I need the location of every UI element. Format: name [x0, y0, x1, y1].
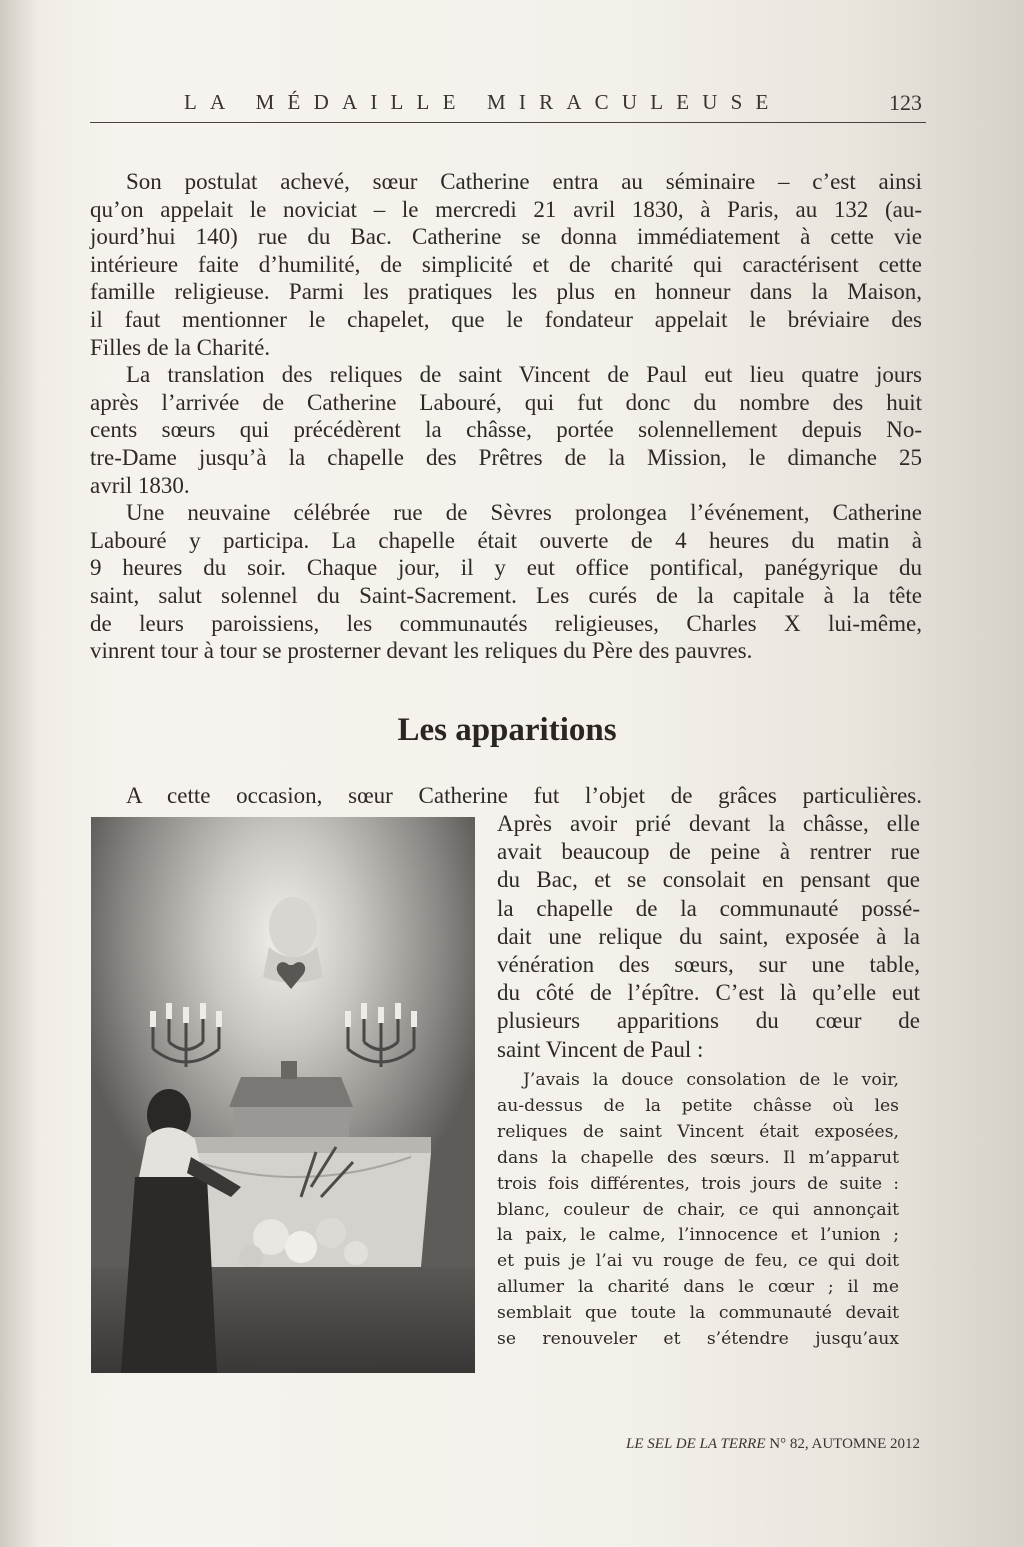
side-text [497, 810, 920, 1064]
text-line: jourd’hui 140) rue du Bac. Catherine se donna immédiatement à cette vie [90, 224, 922, 250]
apparition-illustration [91, 817, 475, 1373]
text-line: la chapelle de la communauté possé- [497, 895, 920, 921]
block-quote [497, 1068, 899, 1353]
journal-title: LE SEL DE LA TERRE [626, 1436, 766, 1452]
text-line: famille religieuse. Parmi les pratiques les plus en honneur dans la Maison, [90, 279, 922, 305]
quote-line: reliques de saint Vincent était exposées, [497, 1121, 899, 1142]
text-line: du côté de l’épître. C’est là qu’elle eut [497, 980, 920, 1006]
text-line: saint, salut solennel du Saint-Sacrement. Les curés de la capitale à la tête [90, 582, 922, 608]
quote-line: et puis je l’ai vu rouge de feu, ce qui doit [497, 1251, 899, 1272]
page-footer [626, 1436, 920, 1453]
text-line: tre-Dame jusqu’à la chapelle des Prêtres de la Mission, le dimanche 25 [90, 444, 922, 470]
quote-line: semblait que toute la communauté devait [497, 1303, 899, 1324]
text-line: plusieurs apparitions du cœur de [497, 1008, 920, 1034]
text-line: intérieure faite d’humilité, de simplicité et de charité qui caractérisent cette [90, 251, 922, 277]
paragraph-2 [90, 361, 922, 499]
section-title: Les apparitions [397, 712, 617, 748]
running-title: LA MÉDAILLE MIRACULEUSE [184, 90, 782, 114]
illustration-drawing [91, 817, 475, 1373]
quote-line: J’avais la douce consolation de le voir, [523, 1070, 899, 1090]
quote-line: au-dessus de la petite châsse où les [497, 1095, 899, 1116]
text-line: Une neuvaine célébrée rue de Sèvres prolongea l’événement, Catherine [126, 500, 922, 526]
text-line: vénération des sœurs, sur une table, [497, 952, 920, 978]
body-text [90, 168, 922, 665]
text-line: Après avoir prié devant la châsse, elle [497, 811, 920, 836]
text-line: du Bac, et se consolait en pensant que [497, 867, 920, 893]
text-line: de leurs paroissiens, les communautés religieuses, Charles X lui-même, [90, 610, 922, 636]
text-line: avait beaucoup de peine à rentrer rue [497, 839, 920, 865]
text-line: dait une relique du saint, exposée à la [497, 923, 920, 949]
quote-line: trois fois différentes, trois jours de suite : [497, 1173, 899, 1194]
text-line: 9 heures du soir. Chaque jour, il y eut office pontifical, panégyrique du [90, 555, 922, 581]
quote-line: dans la chapelle des sœurs. Il m’apparut [497, 1147, 899, 1168]
text-line: cents sœurs qui précédèrent la châsse, portée solennellement depuis No- [90, 417, 922, 443]
text-line: saint Vincent de Paul : [497, 1036, 704, 1062]
text-line: qu’on appelait le noviciat – le mercredi 21 avril 1830, à Paris, au 132 (au- [90, 196, 922, 222]
text-line: La translation des reliques de saint Vincent de Paul eut lieu quatre jours [126, 362, 922, 388]
issue-info: N° 82, AUTOMNE 2012 [765, 1436, 920, 1452]
quote-line: se renouveler et s’étendre jusqu’aux [497, 1329, 899, 1350]
text-line: vinrent tour à tour se prosterner devant les reliques du Père des pauvres. [90, 638, 753, 664]
text-line: Filles de la Charité. [90, 334, 271, 360]
quote-line: blanc, couleur de chair, ce qui annonçait [497, 1199, 899, 1220]
quote-line: la paix, le calme, l’innocence et l’union ; [497, 1225, 899, 1246]
text-line: il faut mentionner le chapelet, que le fondateur appelait le bréviaire des [90, 306, 922, 332]
page-number: 123 [889, 90, 922, 115]
intro-paragraph [90, 782, 922, 810]
text-line: après l’arrivée de Catherine Labouré, qui fut donc du nombre des huit [90, 389, 922, 415]
paragraph-3 [90, 499, 922, 665]
text-line: Son postulat achevé, sœur Catherine entra au séminaire – c’est ainsi [126, 169, 922, 194]
running-header [90, 86, 926, 123]
paragraph-1 [90, 168, 922, 361]
quote-line: allumer la charité dans le cœur ; il me [497, 1277, 899, 1298]
text-line: Labouré y participa. La chapelle était ouverte de 4 heures du matin à [90, 527, 922, 553]
text-line: avril 1830. [90, 472, 190, 498]
text-line: A cette occasion, sœur Catherine fut l’objet de grâces particulières. [126, 783, 922, 808]
